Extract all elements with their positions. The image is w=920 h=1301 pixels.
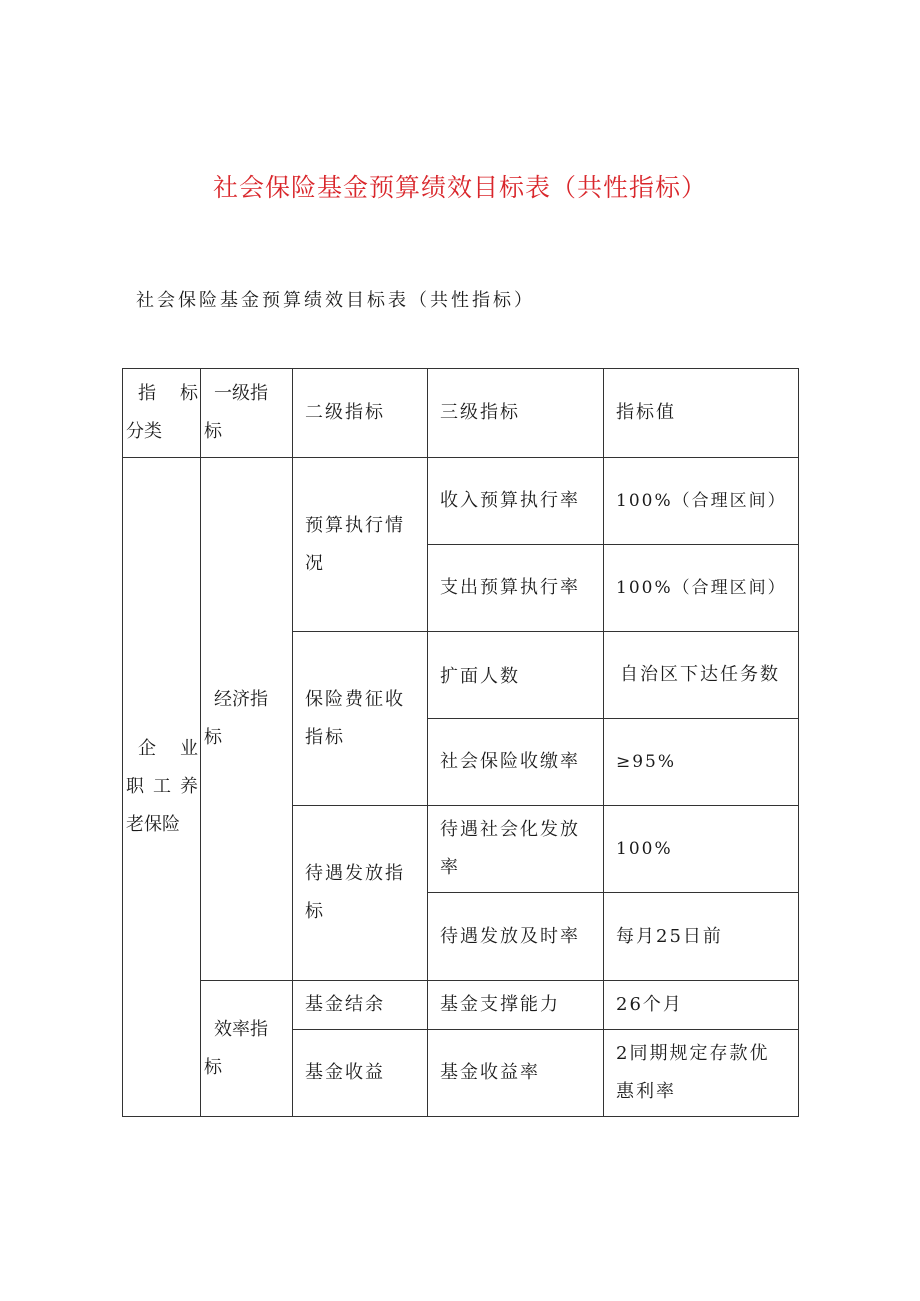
level2-fund-balance-cell: 基金结余 [293,981,428,1030]
level3-cell: 社会保险收缴率 [428,719,604,806]
category-line1-a: 企 [138,738,156,759]
level1-efficiency-a: 效率指 [214,1018,268,1040]
value-text-a: 2同期规定存款优 [616,1043,770,1064]
level2-benefit-b: 标 [305,901,325,922]
header-category-b: 标 [180,383,198,404]
table-row [123,458,799,545]
level2-fund-income-cell: 基金收益 [293,1030,428,1117]
value-cell: 自治区下达任务数 [604,632,799,719]
value-text: 100%（合理区间） [616,491,787,511]
header-value: 指标值 [604,369,799,458]
level2-premium-b: 指标 [305,726,345,748]
category-line2-b: 工 [153,776,171,797]
header-category-c: 分类 [126,421,162,442]
value-cell: 每月25日前 [604,893,799,981]
level2-benefit-cell [293,806,428,981]
level3-cell: 扩面人数 [428,632,604,719]
level3-cell: 收入预算执行率 [428,458,604,545]
header-level2: 二级指标 [293,369,428,458]
value-cell [604,719,799,806]
level3-cell: 待遇发放及时率 [428,893,604,981]
performance-target-table [122,368,799,1117]
header-level3: 三级指标 [428,369,604,458]
document-subtitle: 社会保险基金预算绩效目标表（共性指标） [136,290,535,311]
value-text-b: 惠利率 [616,1081,676,1102]
level3-text-a: 待遇社会化发放 [440,819,580,840]
value-cell [604,545,799,632]
category-line2-c: 养 [180,776,198,797]
header-level1-b: 标 [204,421,222,442]
value-cell [604,1030,799,1117]
category-line3: 老保险 [126,814,180,835]
level1-efficiency-b: 标 [204,1056,222,1078]
level1-economic-b: 标 [204,727,222,748]
document-title: 社会保险基金预算绩效目标表（共性指标） [212,173,707,202]
level2-budget-a: 预算执行情 [305,514,405,536]
level1-economic-cell [201,458,293,981]
header-category [123,369,201,458]
level2-premium-cell [293,632,428,806]
level3-cell: 支出预算执行率 [428,545,604,632]
level2-benefit-a: 待遇发放指 [305,863,405,884]
header-level1-a: 一级指 [214,383,268,404]
value-text: ≥95% [616,752,677,772]
value-cell: 26个月 [604,981,799,1030]
table-row [123,981,799,1030]
category-cell [123,458,201,1117]
category-line1-b: 业 [180,738,198,759]
value-text: 100% [616,839,673,859]
level3-text-b: 率 [440,857,460,878]
header-row [123,369,799,458]
level3-cell: 基金支撑能力 [428,981,604,1030]
level2-premium-a: 保险费征收 [305,688,405,710]
level3-cell [428,806,604,893]
header-level1 [201,369,293,458]
level2-budget-cell [293,458,428,632]
header-category-a: 指 [138,383,156,404]
level2-budget-b: 况 [305,552,325,574]
level1-economic-a: 经济指 [214,689,268,710]
value-cell [604,458,799,545]
level3-cell: 基金收益率 [428,1030,604,1117]
value-cell [604,806,799,893]
value-text: 100%（合理区间） [616,578,787,598]
category-line2-a: 职 [126,776,144,797]
level1-efficiency-cell [201,981,293,1117]
